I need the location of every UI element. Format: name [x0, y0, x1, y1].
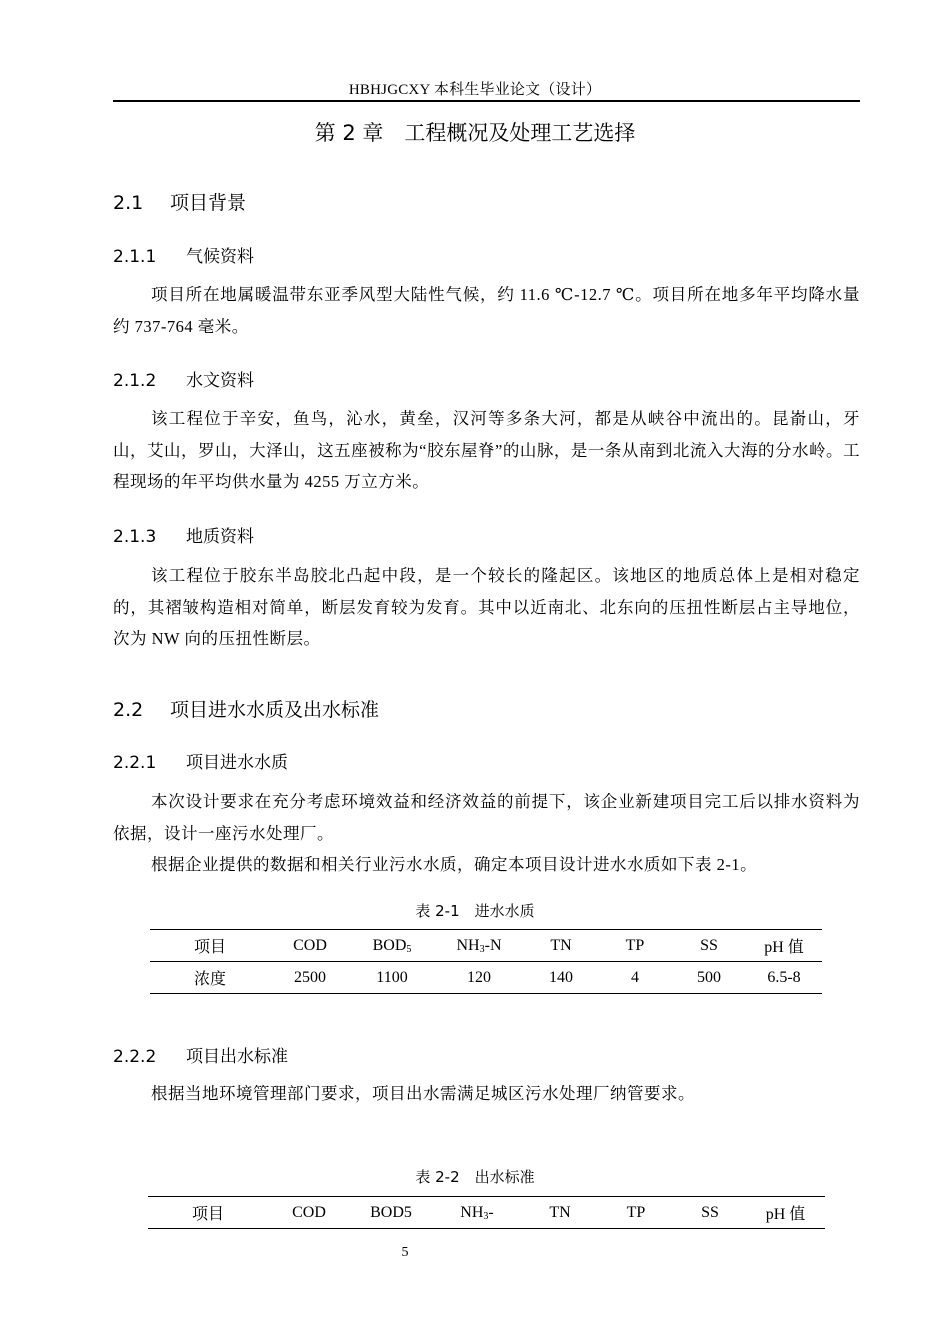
header-tn: TN [524, 930, 598, 962]
header-cod: COD [270, 930, 350, 962]
header-tp: TP [598, 930, 672, 962]
cell-nh3n: 120 [434, 962, 524, 994]
header-cod: COD [268, 1197, 350, 1229]
header-rule [113, 100, 860, 102]
header-item: 项目 [148, 1197, 268, 1229]
paragraph-climate: 项目所在地属暖温带东亚季风型大陆性气候，约 11.6 ℃-12.7 ℃。项目所在地多年平均降水量约 737-764 毫米。 [113, 285, 860, 336]
section-2-2-heading [113, 695, 379, 722]
header-item: 项目 [150, 930, 270, 962]
section-title: 项目进水水质 [186, 753, 288, 773]
header-tn: TN [522, 1197, 598, 1229]
paragraph-geology: 该工程位于胶东半岛胶北凸起中段，是一个较长的隆起区。该地区的地质总体上是相对稳定的，其褶皱构造相对简单，断层发育较为发育。其中以近南北、北东向的压扭性断层占主导地位，次为 NW 向的压扭性断层。 [113, 566, 860, 648]
cell-label: 浓度 [150, 962, 270, 994]
table-header-row [148, 1197, 825, 1229]
section-2-1-1-heading [113, 242, 254, 267]
header-ph: pH 值 [746, 1197, 825, 1229]
chapter-title: 第 2 章 工程概况及处理工艺选择 [314, 121, 636, 145]
table-influent-quality [150, 929, 822, 994]
section-2-2-2-heading [113, 1042, 288, 1067]
section-2-1-2-heading [113, 366, 254, 391]
cell-cod: 2500 [270, 962, 350, 994]
header-nh3: $NH_3-$ [432, 1197, 522, 1229]
section-number: 2.2.1 [113, 753, 157, 773]
section-number: 2.1 [113, 192, 144, 214]
section-title: 地质资料 [186, 527, 254, 547]
cell-bod: 1100 [350, 962, 434, 994]
cell-ss: 500 [672, 962, 746, 994]
paragraph-influent-1: 本次设计要求在充分考虑环境效益和经济效益的前提下，该企业新建项目完工后以排水资料为依据，设计一座污水处理厂。 [113, 792, 860, 843]
paragraph-hydrology: 该工程位于辛安，鱼鸟，沁水，黄垒，汉河等多条大河，都是从峡谷中流出的。昆嵛山，牙山，艾山，罗山，大泽山，这五座被称为“胶东屋脊”的山脉，是一条从南到北流入大海的分水岭。工程现场的年平均供水量为 4255 万立方米。 [113, 409, 860, 491]
table-2-1-caption: 表 2-1 进水水质 [415, 902, 535, 920]
paragraph-effluent: 根据当地环境管理部门要求，项目出水需满足城区污水处理厂纳管要求。 [151, 1084, 695, 1103]
section-title: 项目背景 [170, 192, 247, 214]
section-number: 2.2.2 [113, 1047, 157, 1067]
header-bod: BOD5 [350, 1197, 432, 1229]
section-number: 2.1.2 [113, 371, 157, 391]
running-header: HBHJGCXY 本科生毕业论文（设计） [348, 82, 602, 98]
section-2-1-3-heading [113, 522, 254, 547]
table-header-row [150, 930, 822, 962]
cell-tp: 4 [598, 962, 672, 994]
header-ss: SS [672, 930, 746, 962]
section-2-1-heading [113, 188, 246, 215]
section-title: 项目进水水质及出水标准 [170, 699, 380, 721]
section-title: 水文资料 [186, 371, 254, 391]
header-nh3n: $NH_3-N$ [434, 930, 524, 962]
header-tp: TP [598, 1197, 674, 1229]
section-number: 2.1.1 [113, 247, 157, 267]
header-bod: $BOD_5$ [350, 930, 434, 962]
cell-tn: 140 [524, 962, 598, 994]
table-effluent-standard [148, 1196, 825, 1229]
page-number: 5 [401, 1245, 409, 1260]
section-title: 项目出水标准 [186, 1047, 288, 1067]
table-2-2-caption: 表 2-2 出水标准 [415, 1168, 535, 1186]
header-ph: pH 值 [746, 930, 822, 962]
paragraph-influent-2: 根据企业提供的数据和相关行业污水水质，确定本项目设计进水水质如下表 2-1。 [151, 855, 758, 874]
section-title: 气候资料 [186, 247, 254, 267]
header-ss: SS [674, 1197, 746, 1229]
section-number: 2.1.3 [113, 527, 157, 547]
cell-ph: 6.5-8 [746, 962, 822, 994]
table-row [150, 962, 822, 994]
section-2-2-1-heading [113, 748, 288, 773]
section-number: 2.2 [113, 699, 144, 721]
